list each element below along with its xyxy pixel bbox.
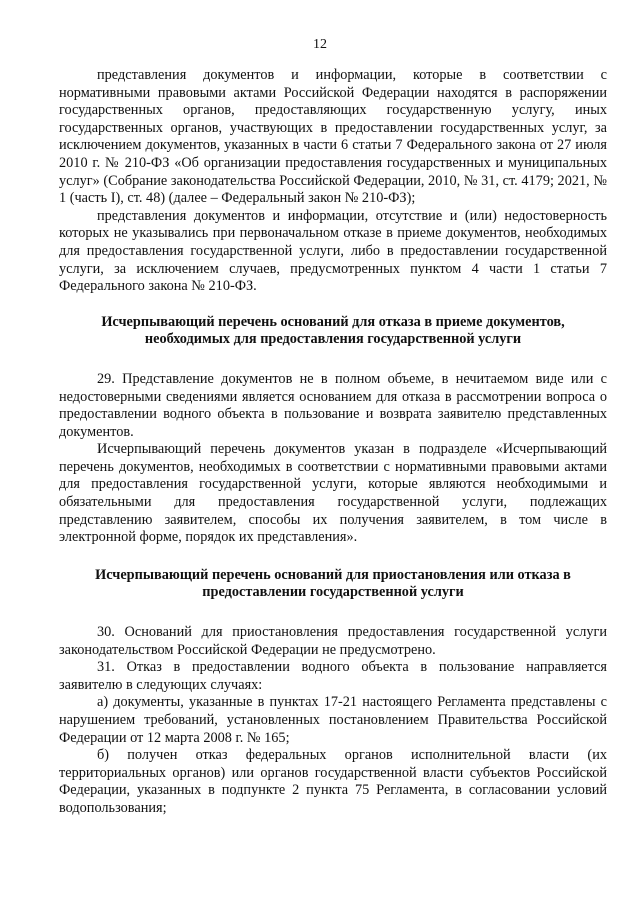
paragraph: Исчерпывающий перечень документов указан в подразделе «Исчерпывающий перечень документов, необходимых в соответствии с нормативными правовыми актами для предоставления государственной услуги, которые являются необходимыми и обязательными для предоставления государственной услуги, подлежащих представлению заявителем, способы их получения заявителем, в том числе в электронной форме, порядок их представления». [59, 441, 607, 546]
document-body [59, 67, 607, 818]
paragraph: 30. Оснований для приостановления предоставления государственной услуги законодательством Российской Федерации не предусмотрено. [59, 624, 607, 658]
paragraph: представления документов и информации, отсутствие и (или) недостоверность которых не указывались при первоначальном отказе в приеме документов, необходимых для предоставления государственной услуги, либо в предоставлении государственной услуги, за исключением случаев, предусмотренных пунктом 4 части 1 статьи 7 Федерального закона № 210-ФЗ. [59, 207, 607, 295]
section-heading: Исчерпывающий перечень оснований для отказа в приеме документов, необходимых для предоставления государственной услуги [101, 313, 565, 348]
paragraph: 31. Отказ в предоставлении водного объекта в пользование направляется заявителю в следующих случаях: [59, 659, 607, 693]
page-number: 12 [313, 37, 327, 52]
spacer [59, 547, 607, 567]
paragraph: б) получен отказ федеральных органов исполнительной власти (их территориальных органов) или органов государственной власти субъектов Российской Федерации, указанных в подпункте 2 пункта 75 Регламента, в согласовании условий водопользования; [59, 747, 607, 816]
paragraph: 29. Представление документов не в полном объеме, в нечитаемом виде или с недостоверными сведениями является основанием для отказа в рассмотрении вопроса о предоставлении водного объекта в пользование и возврата заявителю представленных документов. [59, 370, 607, 440]
spacer [59, 602, 607, 624]
spacer [59, 349, 607, 371]
paragraph: представления документов и информации, которые в соответствии с нормативными правовыми актами Российской Федерации находятся в распоряжении государственных органов, предоставляющих государственную услугу, иных государственных органов, участвующих в предоставлении государственных услуг, за исключением документов, указанных в части 6 статьи 7 Федерального закона от 27 июля 2010 г. № 210-ФЗ «Об организации предоставления государственных и муниципальных услуг» (Собрание законодательства Российской Федерации, 2010, № 31, ст. 4179; 2021, № 1 (часть I), ст. 48) (далее – Федеральный закон № 210-ФЗ); [59, 67, 607, 207]
section-heading: Исчерпывающий перечень оснований для приостановления или отказа в предоставлении государственной услуги [95, 566, 571, 601]
paragraph: а) документы, указанные в пунктах 17-21 настоящего Регламента представлены с нарушением требований, установленных постановлением Правительства Российской Федерации от 12 марта 2008 г. № 165; [59, 694, 607, 746]
spacer [59, 296, 607, 314]
